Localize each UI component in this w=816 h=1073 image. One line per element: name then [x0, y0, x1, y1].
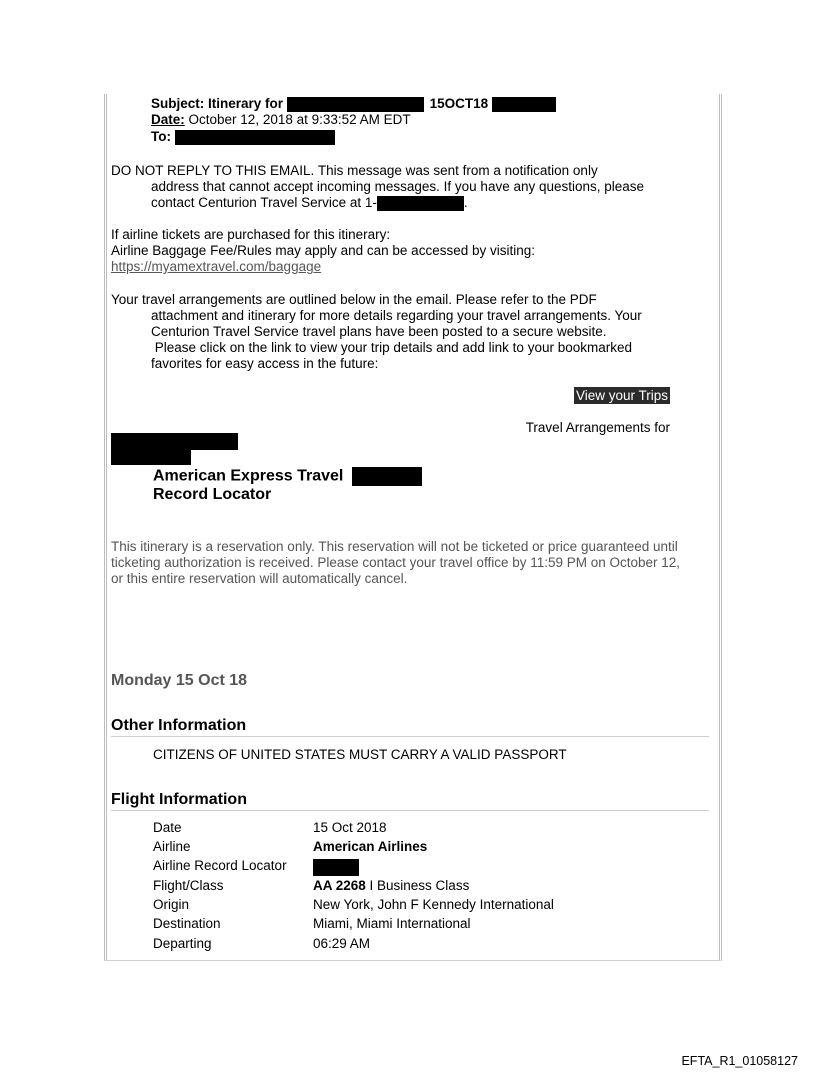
baggage-link[interactable]: https://myamextravel.com/baggage	[111, 259, 322, 274]
airline-record-locator-label: Airline Record Locator	[153, 858, 287, 873]
redaction-block	[111, 433, 238, 450]
destination-value: Miami, Miami International	[313, 916, 471, 931]
redaction-block	[287, 97, 424, 112]
origin-value: New York, John F Kennedy International	[313, 897, 554, 912]
arrangements-line-2: attachment and itinerary for more details regarding your travel arrangements. Your	[151, 308, 642, 323]
flight-date-value: 15 Oct 2018	[313, 820, 387, 835]
subject-code: 15OCT18	[429, 96, 489, 111]
departing-label: Departing	[153, 936, 212, 951]
other-information-title: Other Information	[111, 717, 247, 734]
other-information-heading	[111, 717, 709, 737]
flight-information-title: Flight Information	[111, 791, 247, 808]
notice-contact-text: contact Centurion Travel Service at 1-	[151, 195, 377, 210]
baggage-line-1: If airline tickets are purchased for this itinerary:	[111, 227, 391, 242]
amex-title: American Express Travel	[153, 467, 344, 485]
flight-date-label: Date	[153, 820, 182, 835]
notice-suffix: .	[463, 195, 468, 210]
reservation-notice-line-2: ticketing authorization is received. Please contact your travel office by 11:59 PM on October 12,	[111, 555, 681, 570]
origin-label: Origin	[153, 897, 190, 912]
reservation-notice-line-1: This itinerary is a reservation only. This reservation will not be ticketed or price guaranteed until	[111, 539, 678, 554]
subject-label: Subject: Itinerary for	[151, 96, 284, 111]
notice-line-2: address that cannot accept incoming messages. If you have any questions, please	[151, 179, 645, 194]
reservation-notice-line-3: or this entire reservation will automatically cancel.	[111, 571, 408, 586]
baggage-line-2: Airline Baggage Fee/Rules may apply and can be accessed by visiting:	[111, 243, 535, 258]
arrangements-line-3: Centurion Travel Service travel plans have been posted to a secure website.	[151, 324, 607, 339]
date-line	[151, 112, 411, 128]
arrangements-line-4: Please click on the link to view your trip details and add link to your bookmarked	[151, 340, 632, 355]
flight-information-heading	[111, 791, 709, 811]
notice-line-1: DO NOT REPLY TO THIS EMAIL. This message was sent from a notification only	[111, 163, 598, 178]
subject-line	[151, 96, 556, 112]
redaction-block	[377, 196, 464, 211]
redaction-block	[111, 449, 191, 465]
day-heading: Monday 15 Oct 18	[111, 672, 248, 689]
arrangements-line-5: favorites for easy access in the future:	[151, 356, 379, 371]
amex-title-line	[153, 467, 422, 486]
date-label: Date:	[151, 112, 185, 127]
to-label: To:	[151, 129, 171, 144]
airline-label: Airline	[153, 839, 191, 854]
other-information-text: CITIZENS OF UNITED STATES MUST CARRY A VALID PASSPORT	[153, 747, 567, 762]
redaction-block	[175, 130, 335, 145]
view-trips-button[interactable]: View your Trips	[575, 388, 668, 403]
redaction-block	[352, 467, 422, 486]
document-id: EFTA_R1_01058127	[681, 1054, 798, 1068]
flight-class-value	[313, 878, 469, 894]
arrangements-line-1: Your travel arrangements are outlined below in the email. Please refer to the PDF	[111, 292, 597, 307]
flight-class: I Business Class	[365, 878, 470, 893]
airline-value: American Airlines	[313, 839, 428, 854]
amex-record-locator: Record Locator	[153, 486, 272, 503]
travel-arrangements-for: Travel Arrangements for	[525, 420, 670, 435]
date-value: October 12, 2018 at 9:33:52 AM EDT	[188, 112, 411, 127]
email-frame	[104, 94, 722, 961]
to-line	[151, 129, 335, 145]
redaction-block	[313, 859, 359, 876]
notice-line-3	[151, 194, 468, 211]
departing-value: 06:29 AM	[313, 936, 371, 951]
flight-class-label: Flight/Class	[153, 878, 224, 893]
redaction-block	[492, 97, 556, 112]
flight-number: AA 2268	[313, 878, 366, 893]
destination-label: Destination	[153, 916, 221, 931]
